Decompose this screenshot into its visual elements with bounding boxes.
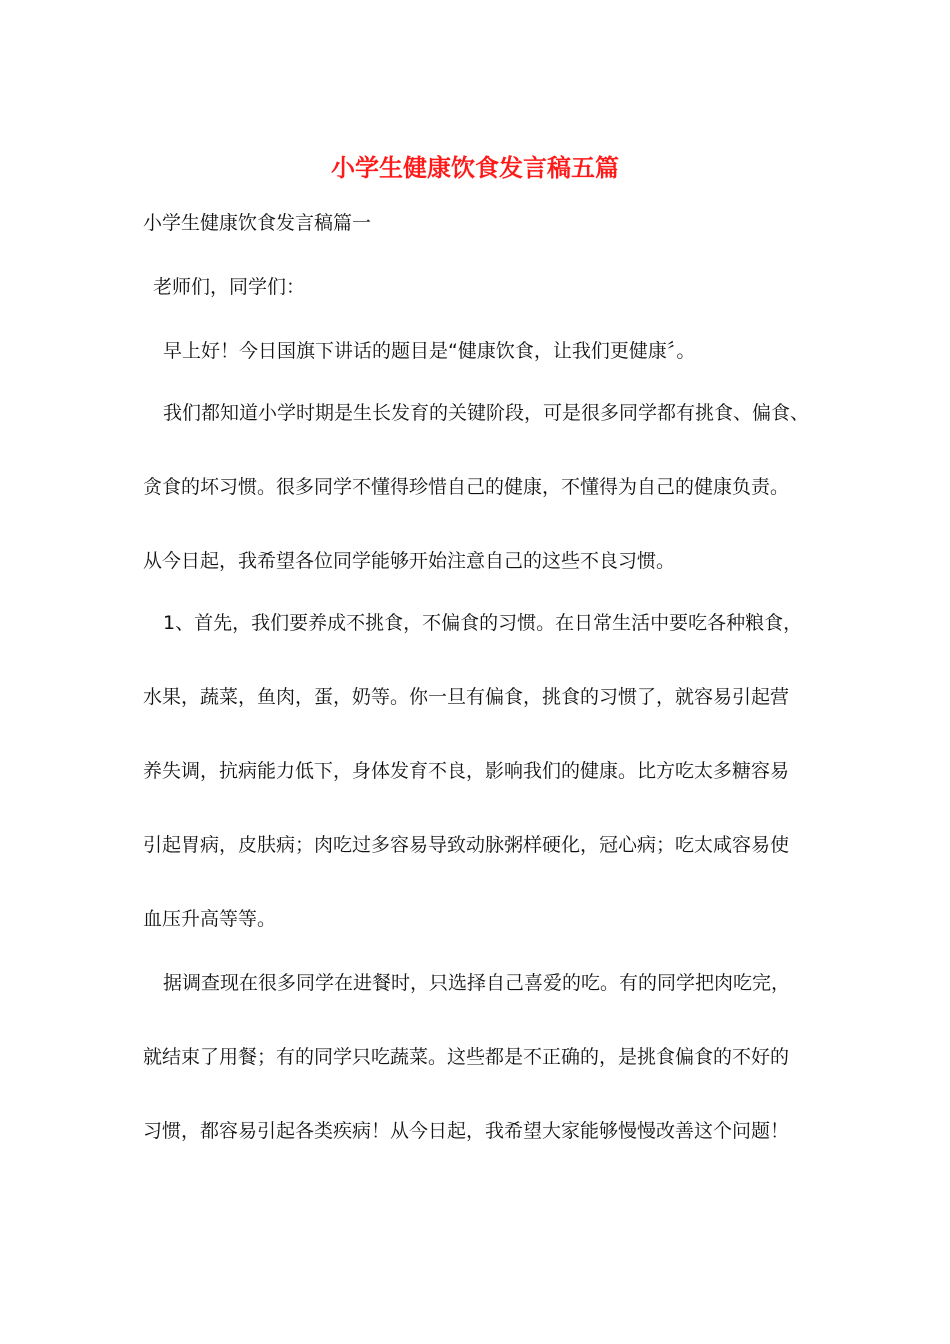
paragraph-line: 贪食的坏习惯。很多同学不懂得珍惜自己的健康，不懂得为自己的健康负责。 [143, 476, 790, 498]
paragraph-line: 习惯，都容易引起各类疾病！从今日起，我希望大家能够慢慢改善这个问题！ [143, 1120, 790, 1142]
paragraph-line: 从今日起，我希望各位同学能够开始注意自己的这些不良习惯。 [143, 550, 676, 572]
section-heading: 小学生健康饮食发言稿篇一 [143, 212, 372, 234]
paragraph-line: 早上好！今日国旗下讲话的题目是“健康饮食，让我们更健康〞。 [163, 340, 696, 362]
paragraph-line: 血压升高等等。 [143, 908, 277, 930]
paragraph-line: 就结束了用餐；有的同学只吃蔬菜。这些都是不正确的，是挑食偏食的不好的 [143, 1046, 790, 1068]
document-title: 小学生健康饮食发言稿五篇 [331, 153, 619, 182]
paragraph-line: 据调查现在很多同学在进餐时，只选择自己喜爱的吃。有的同学把肉吃完， [163, 972, 791, 994]
paragraph-line: 1、首先，我们要养成不挑食，不偏食的习惯。在日常生活中要吃各种粮食， [163, 612, 803, 634]
paragraph-line: 养失调，抗病能力低下，身体发育不良，影响我们的健康。比方吃太多糖容易 [143, 760, 790, 782]
paragraph-line: 我们都知道小学时期是生长发育的关键阶段，可是很多同学都有挑食、偏食、 [163, 402, 810, 424]
salutation: 老师们，同学们： [153, 276, 306, 298]
paragraph-line: 引起胃病，皮肤病；肉吃过多容易导致动脉粥样硬化，冠心病；吃太咸容易使 [143, 834, 790, 856]
paragraph-line: 水果，蔬菜，鱼肉，蛋，奶等。你一旦有偏食，挑食的习惯了，就容易引起营 [143, 686, 790, 708]
